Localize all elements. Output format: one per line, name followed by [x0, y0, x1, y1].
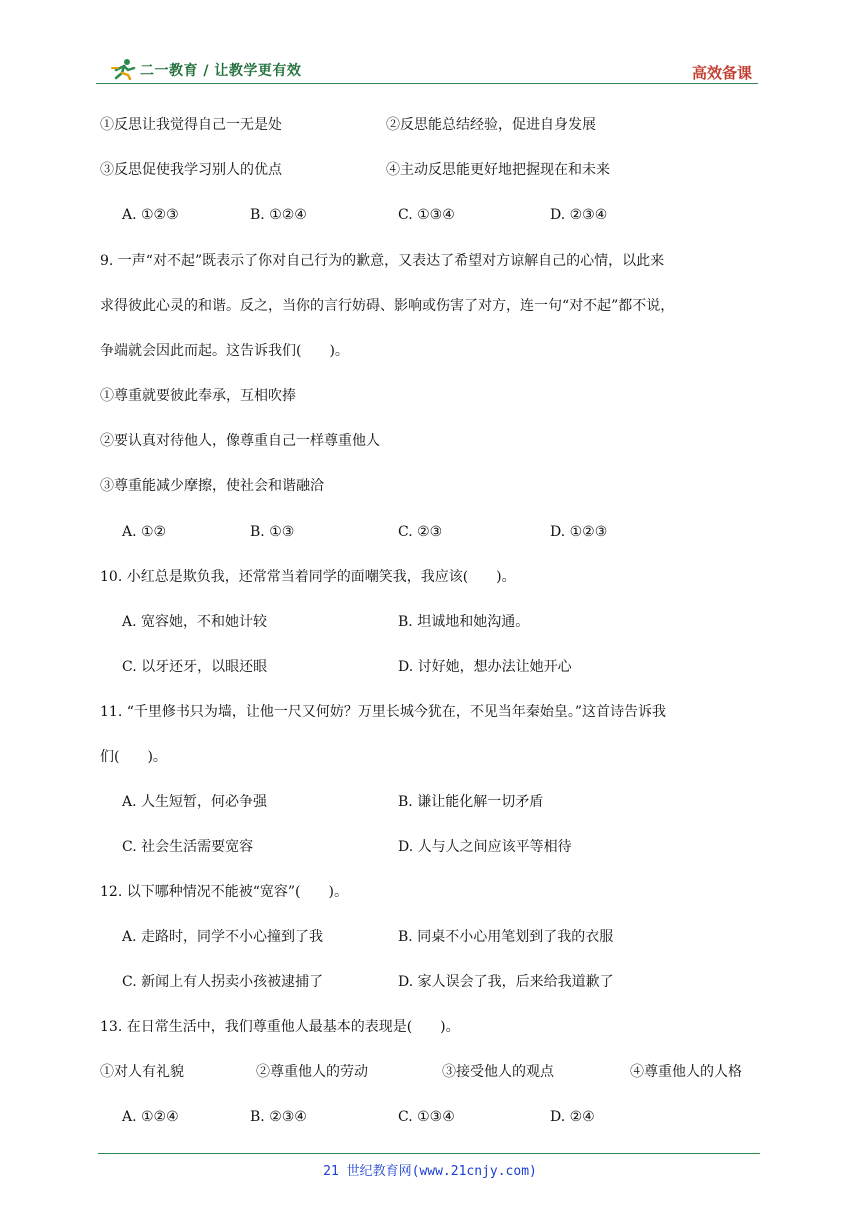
- question-9-statement-3: ③尊重能减少摩擦，使社会和谐融洽: [100, 478, 324, 494]
- statement-4: ④主动反思能更好地把握现在和未来: [386, 162, 610, 178]
- option-b: B. ①②④: [250, 207, 307, 223]
- option-b: B. 谦让能化解一切矛盾: [398, 794, 544, 810]
- option-a: A. 人生短暂，何必争强: [122, 794, 268, 810]
- option-b: B. ①③: [250, 524, 295, 540]
- option-d: D. 家人误会了我，后来给我道歉了: [398, 974, 614, 990]
- question-11-line-2: 们( )。: [100, 749, 167, 765]
- option-d: D. 讨好她，想办法让她开心: [398, 659, 572, 675]
- statement-3: ③接受他人的观点: [442, 1064, 554, 1080]
- question-10: 10. 小红总是欺负我，还常常当着同学的面嘲笑我，我应该( )。: [100, 569, 516, 585]
- brand-name: 二一教育: [140, 63, 198, 79]
- option-d: D. ②④: [550, 1109, 595, 1125]
- question-13: 13. 在日常生活中，我们尊重他人最基本的表现是( )。: [100, 1019, 460, 1035]
- question-9-line-3: 争端就会因此而起。这告诉我们( )。: [100, 343, 349, 359]
- statement-2: ②尊重他人的劳动: [256, 1064, 368, 1080]
- statement-2: ②反思能总结经验，促进自身发展: [386, 117, 596, 133]
- footer-divider: [98, 1153, 760, 1154]
- page-header: [96, 56, 758, 84]
- statement-4: ④尊重他人的人格: [630, 1064, 742, 1080]
- option-a: A. 宽容她，不和她计较: [122, 614, 268, 630]
- option-c: C. ①③④: [398, 207, 455, 223]
- option-a: A. 走路时，同学不小心撞到了我: [122, 929, 324, 945]
- statement-3: ③反思促使我学习别人的优点: [100, 162, 282, 178]
- option-c: C. 以牙还牙，以眼还眼: [122, 659, 268, 675]
- brand-slogan: 让教学更有效: [214, 63, 302, 79]
- question-11-line-1: 11. “千里修书只为墙，让他一尺又何妨？万里长城今犹在，不见当年秦始皇。”这首诗告诉我: [100, 704, 667, 720]
- option-d: D. 人与人之间应该平等相待: [398, 839, 572, 855]
- brand-text: [140, 60, 301, 80]
- statement-1: ①反思让我觉得自己一无是处: [100, 117, 282, 133]
- option-b: B. 坦诚地和她沟通。: [398, 614, 530, 630]
- option-a: A. ①②④: [122, 1109, 179, 1125]
- option-c: C. ①③④: [398, 1109, 455, 1125]
- brand-separator: /: [203, 63, 215, 79]
- option-c: C. 社会生活需要宽容: [122, 839, 254, 855]
- question-9-statement-2: ②要认真对待他人，像尊重自己一样尊重他人: [100, 433, 380, 449]
- question-9-line-2: 求得彼此心灵的和谐。反之，当你的言行妨碍、影响或伤害了对方，连一句“对不起”都不说，: [100, 298, 675, 314]
- header-divider: [96, 83, 758, 84]
- option-d: D. ①②③: [550, 524, 608, 540]
- statement-1: ①对人有礼貌: [100, 1064, 184, 1080]
- question-12: 12. 以下哪种情况不能被“宽容”( )。: [100, 884, 348, 900]
- option-a: A. ①②③: [122, 207, 179, 223]
- question-9-line-1: 9. 一声“对不起”既表示了你对自己行为的歉意，又表达了希望对方谅解自己的心情，以此来: [100, 253, 665, 269]
- option-b: B. 同桌不小心用笔划到了我的衣服: [398, 929, 614, 945]
- runner-logo-icon: [110, 58, 138, 84]
- option-c: C. 新闻上有人拐卖小孩被逮捕了: [122, 974, 324, 990]
- option-d: D. ②③④: [550, 207, 608, 223]
- option-c: C. ②③: [398, 524, 443, 540]
- header-tagline: 高效备课: [691, 64, 752, 82]
- option-b: B. ②③④: [250, 1109, 307, 1125]
- footer-source[interactable]: 21 世纪教育网(www.21cnjy.com): [323, 1164, 537, 1179]
- option-a: A. ①②: [122, 524, 167, 540]
- question-9-statement-1: ①尊重就要彼此奉承，互相吹捧: [100, 388, 296, 404]
